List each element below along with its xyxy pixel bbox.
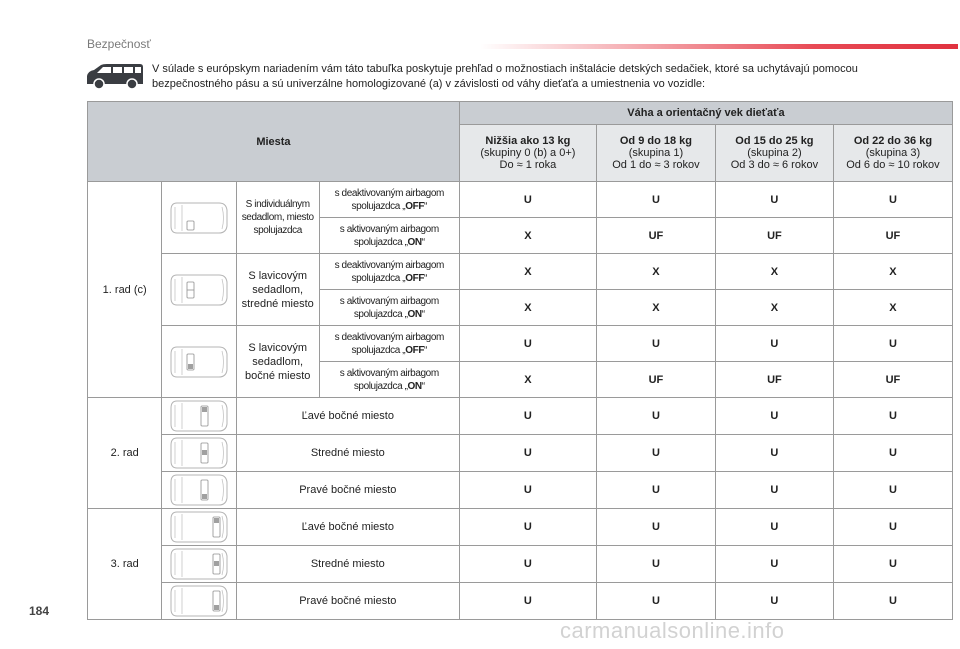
table-cell: U xyxy=(833,182,952,218)
airbag-condition xyxy=(319,290,459,326)
seat-position-label: Stredné miesto xyxy=(236,435,459,472)
title-accent-rule xyxy=(480,44,958,49)
airbag-text: s aktivovaným airbagom spolujazdca „ xyxy=(339,295,439,320)
table-cell: U xyxy=(459,435,596,472)
table-cell: U xyxy=(459,509,596,546)
table-cell: UF xyxy=(833,218,952,254)
table-cell: U xyxy=(833,546,952,583)
group-age: Od 6 do ≈ 10 rokov xyxy=(846,159,940,171)
intro-text: V súlade s európskym nariadením vám táto tabuľka poskytuje prehľad o možnostiach inštalácie detských sedačiek, ktoré sa uchytávajú pomocou bezpečnostného pásu a sú univerzálne homologizované (a) v závislosti od váhy dieťaťa a umiestnenia vo vozidle: xyxy=(152,63,858,90)
table-cell: U xyxy=(833,509,952,546)
seat-position-label: Ľavé bočné miesto xyxy=(236,509,459,546)
airbag-text: s deaktivovaným airbagom spolujazdca „ xyxy=(334,259,444,284)
table-cell: U xyxy=(833,326,952,362)
car-top-view-icon xyxy=(169,583,229,619)
group-weight: Od 15 do 25 kg xyxy=(735,135,814,147)
table-cell: U xyxy=(715,509,833,546)
weight-header: Váha a orientačný vek dieťaťa xyxy=(459,102,952,125)
table-cell: U xyxy=(459,182,596,218)
table-cell: U xyxy=(715,546,833,583)
airbag-condition xyxy=(319,326,459,362)
seat-position-label: Ľavé bočné miesto xyxy=(236,398,459,435)
airbag-state: ON xyxy=(407,236,422,248)
car-top-view-icon xyxy=(169,200,229,236)
car-top-view-icon xyxy=(169,398,229,434)
airbag-quote: “ xyxy=(424,344,427,356)
table-cell: X xyxy=(459,254,596,290)
page-number: 184 xyxy=(29,604,50,618)
car-top-view-icon xyxy=(169,344,229,380)
seat-diagram-cell xyxy=(162,435,236,472)
airbag-condition xyxy=(319,254,459,290)
airbag-condition xyxy=(319,362,459,398)
table-cell: U xyxy=(596,435,715,472)
group-age: Od 1 do ≈ 3 rokov xyxy=(612,159,700,171)
airbag-quote: “ xyxy=(421,236,425,248)
group-header xyxy=(596,125,715,182)
group-header xyxy=(833,125,952,182)
table-cell: U xyxy=(596,583,715,620)
group-class: (skupiny 0 (b) a 0+) xyxy=(480,147,576,159)
table-cell: UF xyxy=(833,362,952,398)
table-cell: U xyxy=(715,435,833,472)
group-header xyxy=(715,125,833,182)
table-cell: U xyxy=(596,509,715,546)
table-cell: UF xyxy=(596,218,715,254)
airbag-quote: “ xyxy=(421,380,425,392)
seat-diagram-cell xyxy=(162,472,236,509)
seat-diagram-cell xyxy=(162,398,236,435)
table-cell: U xyxy=(715,326,833,362)
airbag-state: OFF xyxy=(405,344,425,356)
car-top-view-icon xyxy=(169,435,229,471)
seats-header: Miesta xyxy=(88,102,460,182)
table-cell: U xyxy=(833,583,952,620)
row-label-third: 3. rad xyxy=(88,509,162,620)
table-cell: U xyxy=(459,472,596,509)
seat-diagram-cell xyxy=(162,509,236,546)
table-cell: X xyxy=(459,290,596,326)
table-cell: U xyxy=(596,326,715,362)
seat-position-label: Stredné miesto xyxy=(236,546,459,583)
airbag-text: s deaktivovaným airbagom spolujazdca „ xyxy=(334,187,444,212)
airbag-state: ON xyxy=(407,380,422,392)
table-cell: U xyxy=(833,472,952,509)
car-top-view-icon xyxy=(169,272,229,308)
row-label-first: 1. rad (c) xyxy=(88,182,162,398)
table-cell: U xyxy=(715,583,833,620)
seat-position-label: S lavicovým sedadlom, bočné miesto xyxy=(236,326,319,398)
airbag-quote: “ xyxy=(424,272,427,284)
group-age: Od 3 do ≈ 6 rokov xyxy=(730,159,819,171)
seat-diagram-cell xyxy=(162,254,236,326)
car-top-view-icon xyxy=(169,509,229,545)
seat-position-label: S individuálnym sedadlom, miesto spolujazdca xyxy=(236,182,319,254)
table-cell: U xyxy=(596,546,715,583)
airbag-text: s deaktivovaným airbagom spolujazdca „ xyxy=(334,331,444,356)
airbag-condition xyxy=(319,182,459,218)
table-cell: U xyxy=(833,435,952,472)
group-header xyxy=(459,125,596,182)
table-cell: UF xyxy=(715,362,833,398)
group-class: (skupina 2) xyxy=(747,147,802,159)
table-cell: X xyxy=(833,254,952,290)
airbag-quote: “ xyxy=(421,308,425,320)
car-top-view-icon xyxy=(169,472,229,508)
group-class: (skupina 3) xyxy=(865,147,921,159)
table-cell: U xyxy=(596,182,715,218)
child-seat-table xyxy=(87,101,953,620)
airbag-text: s aktivovaným airbagom spolujazdca „ xyxy=(339,223,439,248)
table-cell: U xyxy=(596,472,715,509)
table-cell: X xyxy=(715,254,833,290)
airbag-condition xyxy=(319,218,459,254)
airbag-quote: “ xyxy=(424,200,427,212)
car-top-view-icon xyxy=(169,546,229,582)
airbag-state: OFF xyxy=(405,200,425,212)
airbag-state: ON xyxy=(407,308,422,320)
seat-diagram-cell xyxy=(162,546,236,583)
van-icon xyxy=(85,62,145,90)
group-weight: Od 9 do 18 kg xyxy=(619,135,692,147)
table-cell: U xyxy=(596,398,715,435)
row-label-second: 2. rad xyxy=(88,398,162,509)
table-cell: UF xyxy=(715,218,833,254)
table-cell: X xyxy=(833,290,952,326)
table-cell: X xyxy=(596,290,715,326)
section-title: Bezpečnosť xyxy=(87,37,151,51)
table-cell: X xyxy=(715,290,833,326)
seat-diagram-cell xyxy=(162,326,236,398)
table-cell: X xyxy=(459,362,596,398)
table-cell: U xyxy=(459,398,596,435)
seat-diagram-cell xyxy=(162,182,236,254)
group-weight: Od 22 do 36 kg xyxy=(853,135,933,147)
table-cell: U xyxy=(715,182,833,218)
table-cell: U xyxy=(459,583,596,620)
seat-diagram-cell xyxy=(162,583,236,620)
table-cell: U xyxy=(459,326,596,362)
seat-position-label: Pravé bočné miesto xyxy=(236,472,459,509)
airbag-state: OFF xyxy=(405,272,425,284)
watermark: carmanualsonline.info xyxy=(560,618,785,643)
group-weight: Nižšia ako 13 kg xyxy=(485,135,571,147)
table-cell: U xyxy=(459,546,596,583)
seat-position-label: Pravé bočné miesto xyxy=(236,583,459,620)
table-cell: UF xyxy=(596,362,715,398)
group-class: (skupina 1) xyxy=(628,147,684,159)
seat-position-label: S lavicovým sedadlom, stredné miesto xyxy=(236,254,319,326)
table-cell: U xyxy=(715,398,833,435)
airbag-text: s aktivovaným airbagom spolujazdca „ xyxy=(339,367,439,392)
table-cell: X xyxy=(596,254,715,290)
table-cell: U xyxy=(715,472,833,509)
table-cell: U xyxy=(833,398,952,435)
table-cell: X xyxy=(459,218,596,254)
group-age: Do ≈ 1 roka xyxy=(499,159,557,171)
